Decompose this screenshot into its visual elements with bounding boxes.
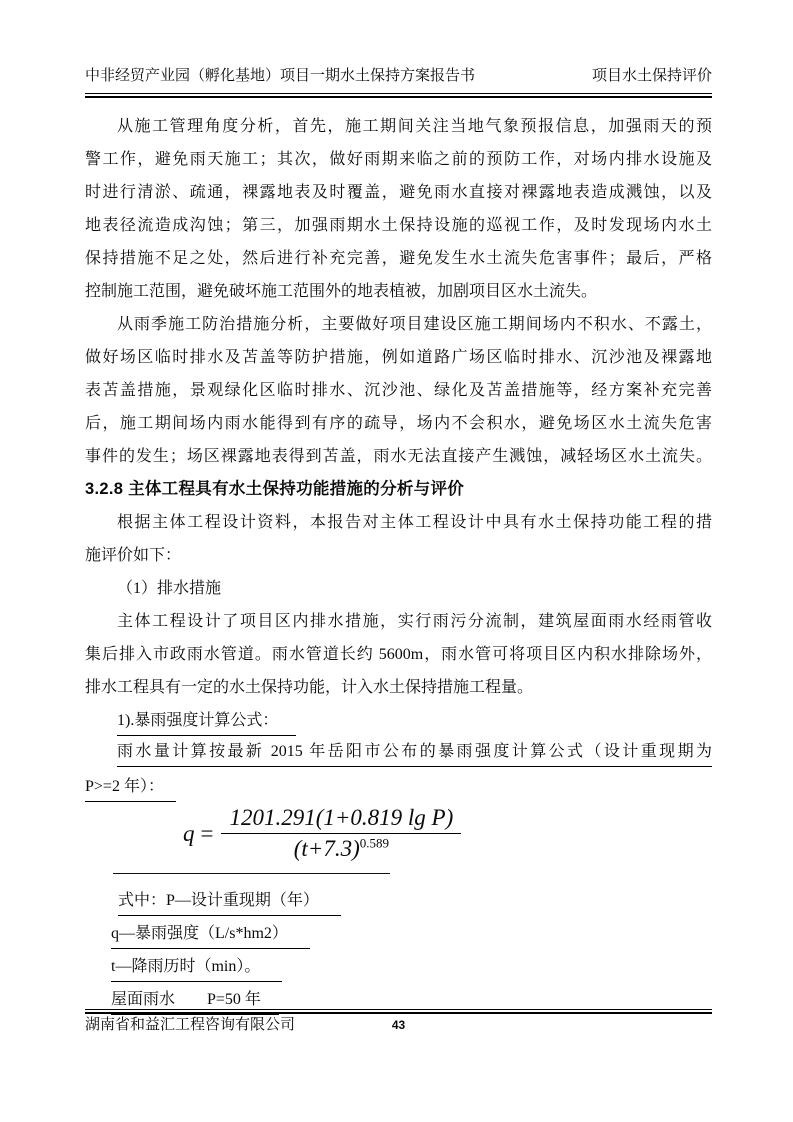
rainstorm-intensity-formula [85,803,712,884]
underlined-return-period-line: P>=2 年）： [85,772,176,802]
paragraph-line: 后，施工期间场内雨水能得到有序的疏导，场内不会积水，避免场区水土流失危害 [85,415,712,432]
formula-denominator: $(t+7.3)^{0.589}$ [293,835,389,861]
paragraph-line: 主体工程设计了项目区内排水措施，实行雨污分流制，建筑屋面雨水经雨管收 [117,613,712,630]
formula-numerator: 1201.291(1+0.819 lg P) [221,806,461,834]
footer-company-name: 湖南省和益汇工程咨询有限公司 [85,1017,296,1033]
paragraph-line: 地表径流造成沟蚀；第三，加强雨期水土保持设施的巡视工作，及时发现场内水土 [85,217,712,234]
paragraph-line: 表苫盖措施，景观绿化区临时排水、沉沙池、绿化及苫盖措施等，经方案补充完善 [85,382,712,399]
paragraph-line: 做好场区临时排水及苫盖等防护措施，例如道路广场区临时排水、沉沙池及裸露地 [85,349,712,366]
footer-divider-thick-line [85,1012,712,1015]
footer-divider [85,1009,712,1014]
header-section-title: 项目水土保持评价 [591,68,712,84]
header-report-title: 中非经贸产业园（孵化基地）项目一期水土保持方案报告书 [85,68,476,84]
underlined-formula-source-line: 雨水量计算按最新 2015 年岳阳市公布的暴雨强度计算公式（设计重现期为 [117,737,712,767]
section-heading-328: 3.2.8 主体工程具有水土保持功能措施的分析与评价 [85,480,465,498]
underlined-note-q: q—暴雨强度（L/s*hm2） [111,919,310,949]
formula-underline [113,873,390,874]
paragraph-line: 施评价如下： [85,547,182,564]
formula-lhs: q [183,820,195,846]
formula-fraction [221,806,461,860]
list-item-drainage-measures: （1）排水措施 [117,580,222,597]
underlined-note-t: t—降雨历时（min）。 [111,952,282,982]
formula-equals: = [200,820,214,846]
paragraph-line: 根据主体工程设计资料，本报告对主体工程设计中具有水土保持功能工程的措 [117,514,712,531]
document-body [85,110,712,1016]
paragraph-line: 事件的发生；场区裸露地表得到苫盖，雨水无法直接产生溅蚀，减轻场区水土流失。 [85,448,712,465]
paragraph-line: 从施工管理角度分析，首先，施工期间关注当地气象预报信息，加强雨天的预 [117,118,712,135]
underlined-formula-title: 1).暴雨强度计算公式： [117,706,296,736]
page-number: 43 [391,1018,406,1032]
page-header [85,66,712,86]
underlined-note-roof-rainwater: 屋面雨水 P=50 年 [111,985,279,1015]
paragraph-line: 集后排入市政雨水管道。雨水管道长约 5600m，雨水管可将项目区内积水排除场外， [85,646,712,663]
header-divider-thick-line [85,96,712,99]
paragraph-line: 从雨季施工防治措施分析，主要做好项目建设区施工期间场内不积水、不露土， [117,316,712,333]
page-footer [85,1015,712,1035]
header-divider [85,93,712,98]
paragraph-line: 排水工程具有一定的水土保持功能，计入水土保持措施工程量。 [85,679,534,696]
underlined-note-P: 式中：P—设计重现期（年） [118,886,341,916]
paragraph-line: 保持措施不足之处，然后进行补充完善，避免发生水土流失危害事件；最后，严格 [85,250,712,267]
paragraph-line: 控制施工范围，避免破坏施工范围外的地表植被，加剧项目区水土流失。 [85,283,598,300]
paragraph-line: 时进行清淤、疏通，裸露地表及时覆盖，避免雨水直接对裸露地表造成溅蚀，以及 [85,184,712,201]
paragraph-line: 警工作，避免雨天施工；其次，做好雨期来临之前的预防工作，对场内排水设施及 [85,151,712,168]
formula-exponent: 0.589 [359,835,389,851]
